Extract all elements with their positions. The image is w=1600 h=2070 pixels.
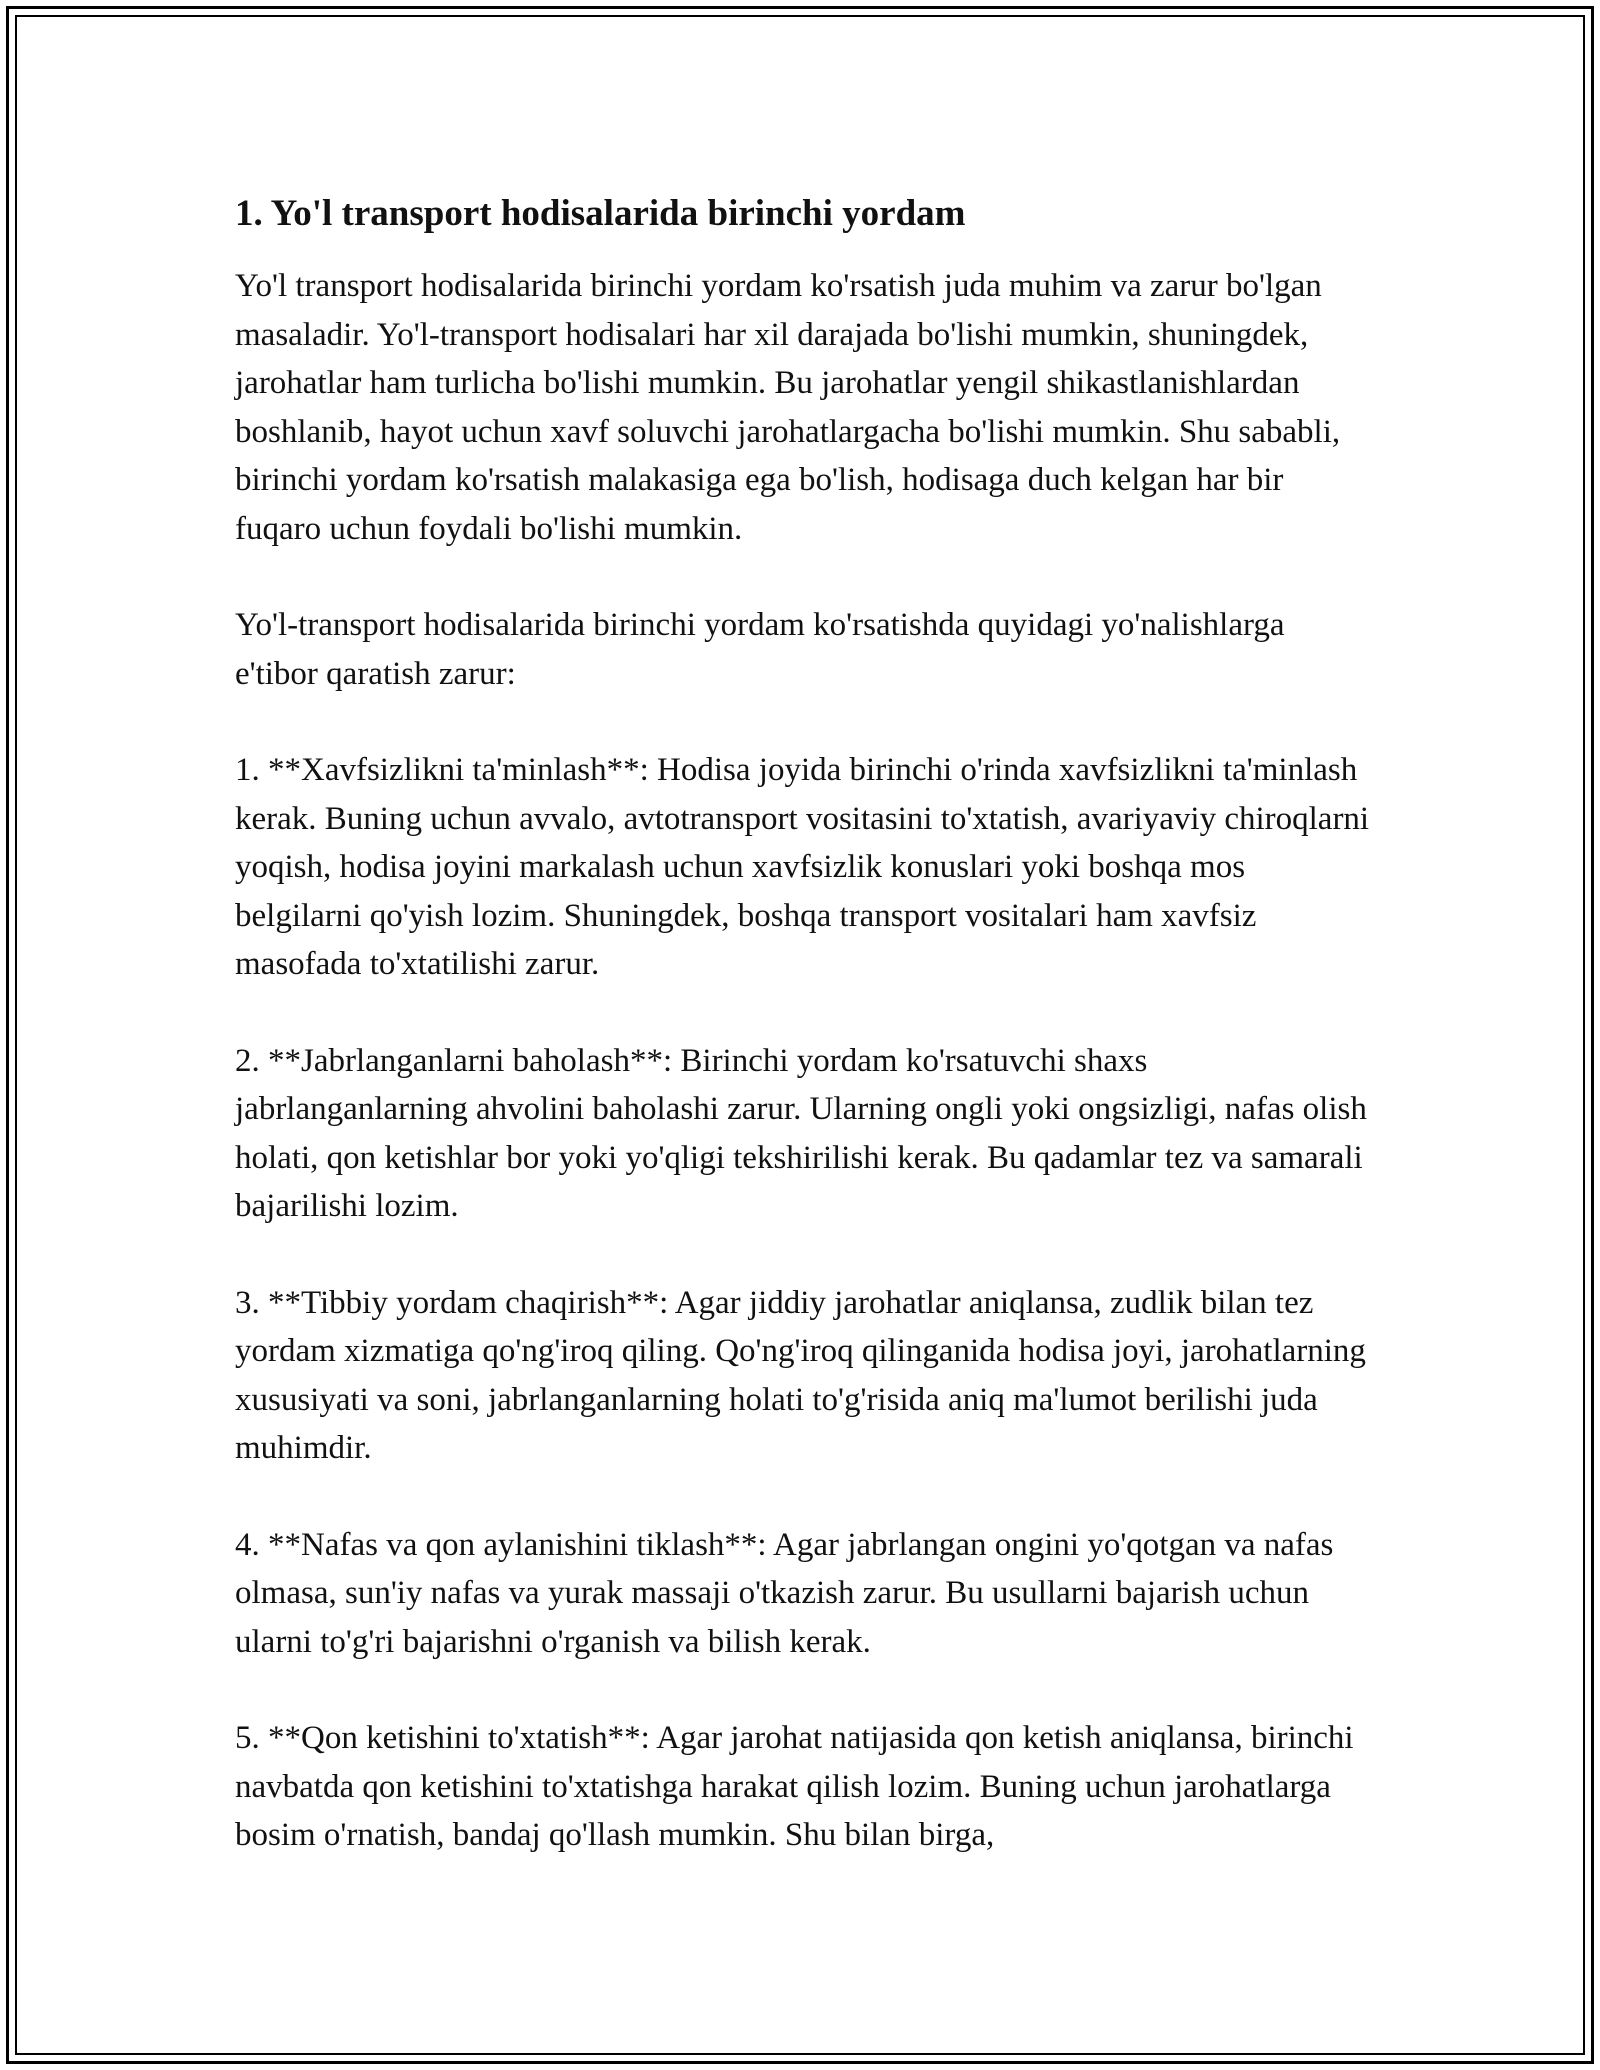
document-body [235, 188, 1375, 1908]
intro-paragraph: Yo'l transport hodisalarida birinchi yordam ko'rsatish juda muhim va zarur bo'lgan masaladir. Yo'l-transport hodisalari har xil darajada bo'lishi mumkin, shuningdek, jarohatlar ham turlicha bo'lishi mumkin. Bu jarohatlar yengil shikastlanishlardan boshlanib, hayot uchun xavf soluvchi jarohatlargacha bo'lishi mumkin. Shu sababli, birinchi yordam ko'rsatish malakasiga ega bo'lish, hodisaga duch kelgan har bir fuqaro uchun foydali bo'lishi mumkin. [235, 268, 1341, 547]
list-item-call-help: 3. **Tibbiy yordam chaqirish**: Agar jiddiy jarohatlar aniqlansa, zudlik bilan tez yordam xizmatiga qo'ng'iroq qiling. Qo'ng'iroq qilinganida hodisa joyi, jarohatlarning xususiyati va soni, jabrlanganlarning holati to'g'risida aniq ma'lumot berilishi juda muhimdir. [235, 1284, 1366, 1466]
list-item-safety: 1. **Xavfsizlikni ta'minlash**: Hodisa joyida birinchi o'rinda xavfsizlikni ta'minlash kerak. Buning uchun avvalo, avtotransport vositasini to'xtatish, avariyaviy chiroqlarni yoqish, hodisa joyini markalash uchun xavfsizlik konuslari yoki boshqa mos belgilarni qo'yish lozim. Shuningdek, boshqa transport vositalari ham xavfsiz masofada to'xtatilishi zarur. [235, 752, 1370, 982]
list-item-resuscitation: 4. **Nafas va qon aylanishini tiklash**: Agar jabrlangan ongini yo'qotgan va nafas olmasa, sun'iy nafas va yurak massaji o'tkazish zarur. Bu usullarni bajarish uchun ularni to'g'ri bajarishni o'rganish va bilish kerak. [235, 1526, 1334, 1660]
document-title: 1. Yo'l transport hodisalarida birinchi yordam [235, 193, 966, 234]
directions-paragraph: Yo'l-transport hodisalarida birinchi yordam ko'rsatishda quyidagi yo'nalishlarga e'tibor qaratish zarur: [235, 607, 1285, 692]
list-item-bleeding: 5. **Qon ketishini to'xtatish**: Agar jarohat natijasida qon ketish aniqlansa, birinchi navbatda qon ketishini to'xtatishga harakat qilish lozim. Buning uchun jarohatlarga bosim o'rnatish, bandaj qo'llash mumkin. Shu bilan birga, [235, 1720, 1354, 1853]
list-item-assessment: 2. **Jabrlanganlarni baholash**: Birinchi yordam ko'rsatuvchi shaxs jabrlanganlarning ahvolini baholashi zarur. Ularning ongli yoki ongsizligi, nafas olish holati, qon ketishlar bor yoki yo'qligi tekshirilishi kerak. Bu qadamlar tez va samarali bajarilishi lozim. [235, 1042, 1367, 1224]
